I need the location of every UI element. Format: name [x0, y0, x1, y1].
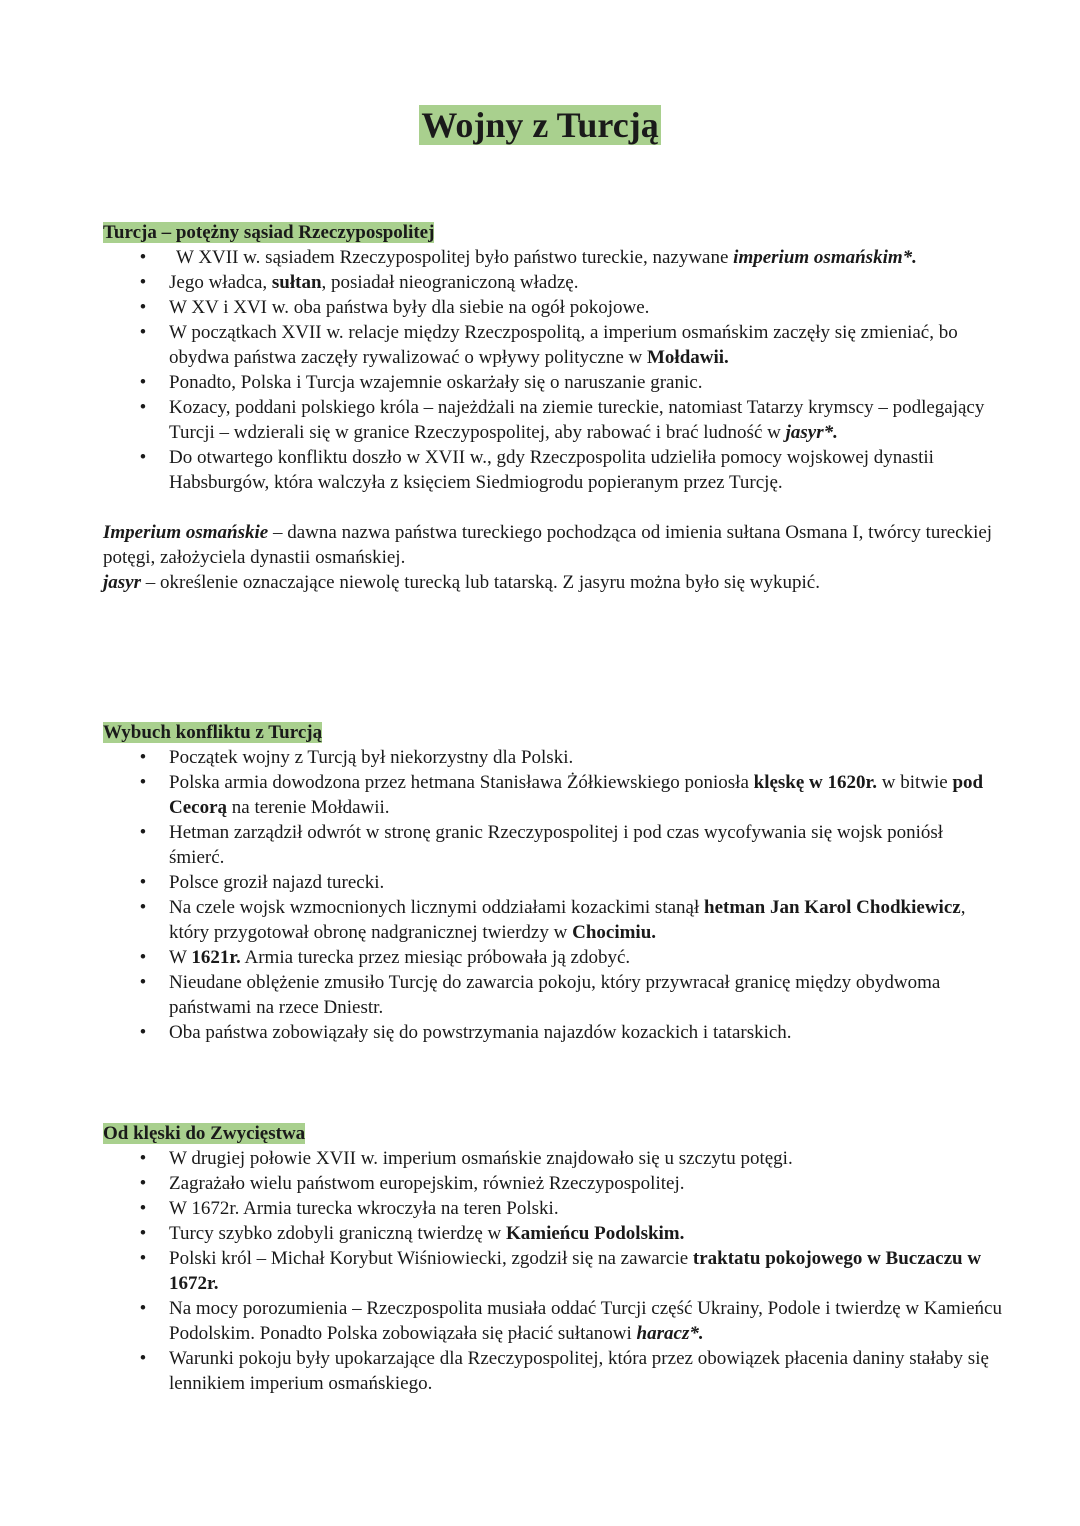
list-item: • W 1672r. Armia turecka wkroczyła na teren Polski.: [139, 1198, 559, 1219]
list-item: • Oba państwa zobowiązały się do powstrzymania najazdów kozackich i tatarskich.: [139, 1022, 792, 1043]
list-item: • W XV i XVI w. oba państwa były dla siebie na ogół pokojowe.: [139, 297, 650, 318]
bullet-list: [103, 745, 1003, 1045]
list-item: • W 1621r. Armia turecka przez miesiąc próbowała ją zdobyć.: [139, 947, 631, 968]
definition-imperium: Imperium osmańskie – dawna nazwa państwa tureckiego pochodząca od imienia sułtana Osmana I, twórcy tureckiej potęgi, założyciela dynastii osmańskiej.: [103, 522, 993, 568]
section-turcja: [103, 220, 1003, 595]
list-item: • Początek wojny z Turcją był niekorzystny dla Polski.: [139, 747, 574, 768]
list-item: • Kozacy, poddani polskiego króla – najeżdżali na ziemie tureckie, natomiast Tatarzy krymscy – podlegający Turcji – wdzierali się w granice Rzeczypospolitej, aby rabować i brać ludność w jasyr*.: [139, 397, 985, 443]
list-item: • Do otwartego konfliktu doszło w XVII w., gdy Rzeczpospolita udzieliła pomocy wojskowej dynastii Habsburgów, która walczyła z księciem Siedmiogrodu popieranym przez Turcję.: [139, 447, 934, 493]
list-item: • Na czele wojsk wzmocnionych licznymi oddziałami kozackimi stanął hetman Jan Karol Chodkiewicz, który przygotował obronę nadgranicznej twierdzy w Chocimiu.: [139, 897, 966, 943]
definition-jasyr: jasyr – określenie oznaczające niewolę turecką lub tatarską. Z jasyru można było się wykupić.: [103, 572, 820, 593]
definitions: [103, 520, 1003, 595]
list-item: • Zagrażało wielu państwom europejskim, również Rzeczypospolitej.: [139, 1173, 685, 1194]
list-item: • Ponadto, Polska i Turcja wzajemnie oskarżały się o naruszanie granic.: [139, 372, 703, 393]
list-item: • Polsce groził najazd turecki.: [139, 872, 385, 893]
page-title-wrap: [0, 102, 1080, 148]
list-item: • Na mocy porozumienia – Rzeczpospolita musiała oddać Turcji część Ukrainy, Podole i twierdzę w Kamieńcu Podolskim. Ponadto Polska zobowiązała się płacić sułtanowi haracz*.: [139, 1298, 1002, 1344]
list-item: • Polska armia dowodzona przez hetmana Stanisława Żółkiewskiego poniosła klęskę w 1620r. w bitwie pod Cecorą na terenie Mołdawii.: [139, 772, 984, 818]
list-item: • Warunki pokoju były upokarzające dla Rzeczypospolitej, która przez obowiązek płacenia daniny stałaby się lennikiem imperium osmańskiego.: [139, 1348, 989, 1394]
list-item: • Nieudane oblężenie zmusiło Turcję do zawarcia pokoju, który przywracał granicę między obydwoma państwami na rzece Dniestr.: [139, 972, 941, 1018]
section-heading: Wybuch konfliktu z Turcją: [103, 722, 323, 743]
section-heading: Turcja – potężny sąsiad Rzeczypospolitej: [103, 222, 435, 243]
section-heading: Od klęski do Zwycięstwa: [103, 1123, 306, 1144]
list-item: • Hetman zarządził odwrót w stronę granic Rzeczypospolitej i pod czas wycofywania się wojsk poniósł śmierć.: [139, 822, 944, 868]
bullet-list: [103, 1146, 1003, 1396]
list-item: • Jego władca, sułtan, posiadał nieograniczoną władzę.: [139, 272, 579, 293]
list-item: • Polski król – Michał Korybut Wiśniowiecki, zgodził się na zawarcie traktatu pokojowego w Buczaczu w 1672r.: [139, 1248, 982, 1294]
section-wybuch: [103, 720, 1003, 1045]
section-od-kleski: [103, 1121, 1003, 1396]
list-item: • W początkach XVII w. relacje między Rzeczpospolitą, a imperium osmańskim zaczęły się zmieniać, bo obydwa państwa zaczęły rywalizować o wpływy polityczne w Mołdawii.: [139, 322, 958, 368]
list-item: • W drugiej połowie XVII w. imperium osmańskie znajdowało się u szczytu potęgi.: [139, 1148, 793, 1169]
list-item: • Turcy szybko zdobyli graniczną twierdzę w Kamieńcu Podolskim.: [139, 1223, 685, 1244]
list-item: • W XVII w. sąsiadem Rzeczypospolitej było państwo tureckie, nazywane imperium osmańskim*.: [139, 247, 917, 268]
bullet-list: [103, 245, 1003, 495]
page-title: Wojny z Turcją: [421, 105, 659, 145]
